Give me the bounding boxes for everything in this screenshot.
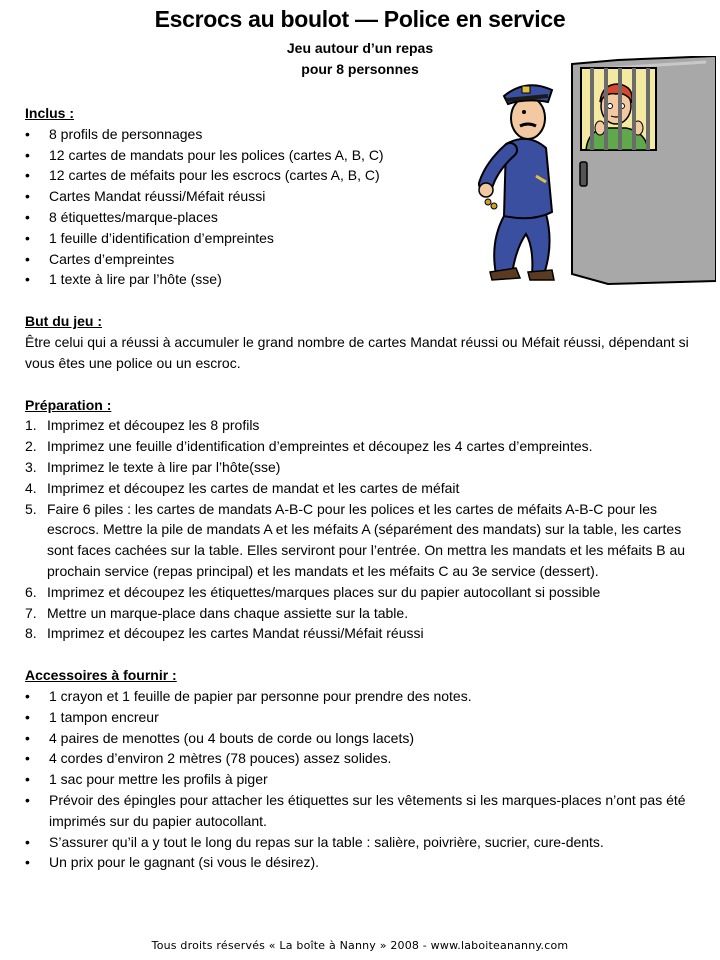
list-item: • 4 paires de menottes (ou 4 bouts de corde ou longs lacets)	[25, 728, 705, 749]
numbered-step: 8. Imprimez et découpez les cartes Mandat réussi/Méfait réussi	[25, 625, 424, 642]
bullet: •	[25, 708, 30, 725]
list-item: • Prévoir des épingles pour attacher les étiquettes sur les vêtements si les marques-places n’ont pas été imprimés sur du papier autocollant.	[25, 790, 705, 832]
bullet: •	[25, 188, 30, 205]
bullet: •	[25, 250, 30, 267]
list-item: • Cartes Mandat réussi/Méfait réussi	[25, 186, 705, 207]
list-item: • S’assurer qu’il a y tout le long du repas sur la table : salière, poivrière, sucrier, cure-dents.	[25, 832, 705, 853]
bullet: •	[25, 687, 30, 704]
accessoires-list	[25, 686, 705, 873]
accessoires-title: Accessoires à fournir :	[25, 667, 177, 684]
list-item: • 1 crayon et 1 feuille de papier par personne pour prendre des notes.	[25, 686, 705, 707]
copyright-footer: Tous droits réservés « La boîte à Nanny » 2008 - www.laboiteananny.com	[151, 939, 569, 952]
preparation-title: Préparation :	[25, 396, 112, 413]
bullet: •	[25, 229, 30, 246]
bullet: •	[25, 771, 30, 788]
inclus-list	[25, 124, 705, 290]
list-item: • 12 cartes de mandats pour les polices (cartes A, B, C)	[25, 145, 705, 166]
bullet: •	[25, 271, 30, 288]
bullet: •	[25, 791, 30, 808]
numbered-step: 2. Imprimez une feuille d’identification d’empreintes et découpez les 4 cartes d’empreintes.	[25, 438, 593, 455]
list-item: • 1 tampon encreur	[25, 707, 705, 728]
subtitle-line-1: Jeu autour d’un repas	[286, 40, 434, 56]
bullet: •	[25, 208, 30, 225]
list-item: • Un prix pour le gagnant (si vous le désirez).	[25, 852, 705, 873]
list-item: • 12 cartes de méfaits pour les escrocs (cartes A, B, C)	[25, 165, 705, 186]
subtitle-line-2: pour 8 personnes	[301, 61, 419, 77]
list-item: • 8 profils de personnages	[25, 124, 705, 145]
numbered-step: 5. Faire 6 piles : les cartes de mandats A-B-C pour les polices et les cartes de méfaits A-B-C pour les escrocs. Mettre la pile de mandats A et les méfaits A (séparément des mandats) sur la table, les cartes sont faces cachées sur la table. Elles serviront pour l’entrée. On mettra les mandats et les méfaits B au prochain service (repas principal) et les mandats et les méfaits C au 3e service (dessert).	[25, 500, 686, 579]
preparation-list	[25, 415, 705, 644]
list-item: • 8 étiquettes/marque-places	[25, 207, 705, 228]
numbered-step: 3. Imprimez le texte à lire par l’hôte(sse)	[25, 458, 281, 475]
list-item: • Cartes d’empreintes	[25, 249, 705, 270]
bullet: •	[25, 125, 30, 142]
list-item: • 4 cordes d’environ 2 mètres (78 pouces) assez solides.	[25, 748, 705, 769]
list-item: • 1 sac pour mettre les profils à piger	[25, 769, 705, 790]
list-item: • 1 feuille d’identification d’empreintes	[25, 228, 705, 249]
bullet: •	[25, 833, 30, 850]
page-title: Escrocs au boulot — Police en service	[154, 6, 566, 32]
bullet: •	[25, 146, 30, 163]
numbered-step: 6. Imprimez et découpez les étiquettes/marques places sur du papier autocollant si possible	[25, 583, 601, 600]
numbered-step: 4. Imprimez et découpez les cartes de mandat et les cartes de méfait	[25, 479, 460, 496]
bullet: •	[25, 729, 30, 746]
numbered-step: 1. Imprimez et découpez les 8 profils	[25, 417, 260, 434]
list-item: • 1 texte à lire par l’hôte (sse)	[25, 269, 705, 290]
bullet: •	[25, 854, 30, 871]
inclus-title: Inclus :	[25, 105, 75, 121]
bullet: •	[25, 167, 30, 184]
but-title: But du jeu :	[25, 313, 102, 330]
bullet: •	[25, 750, 30, 767]
numbered-step: 7. Mettre un marque-place dans chaque assiette sur la table.	[25, 604, 409, 621]
but-text: Être celui qui a réussi à accumuler le grand nombre de cartes Mandat réussi ou Méfait réussi, dépendant si vous êtes une police ou un escroc.	[25, 333, 689, 371]
